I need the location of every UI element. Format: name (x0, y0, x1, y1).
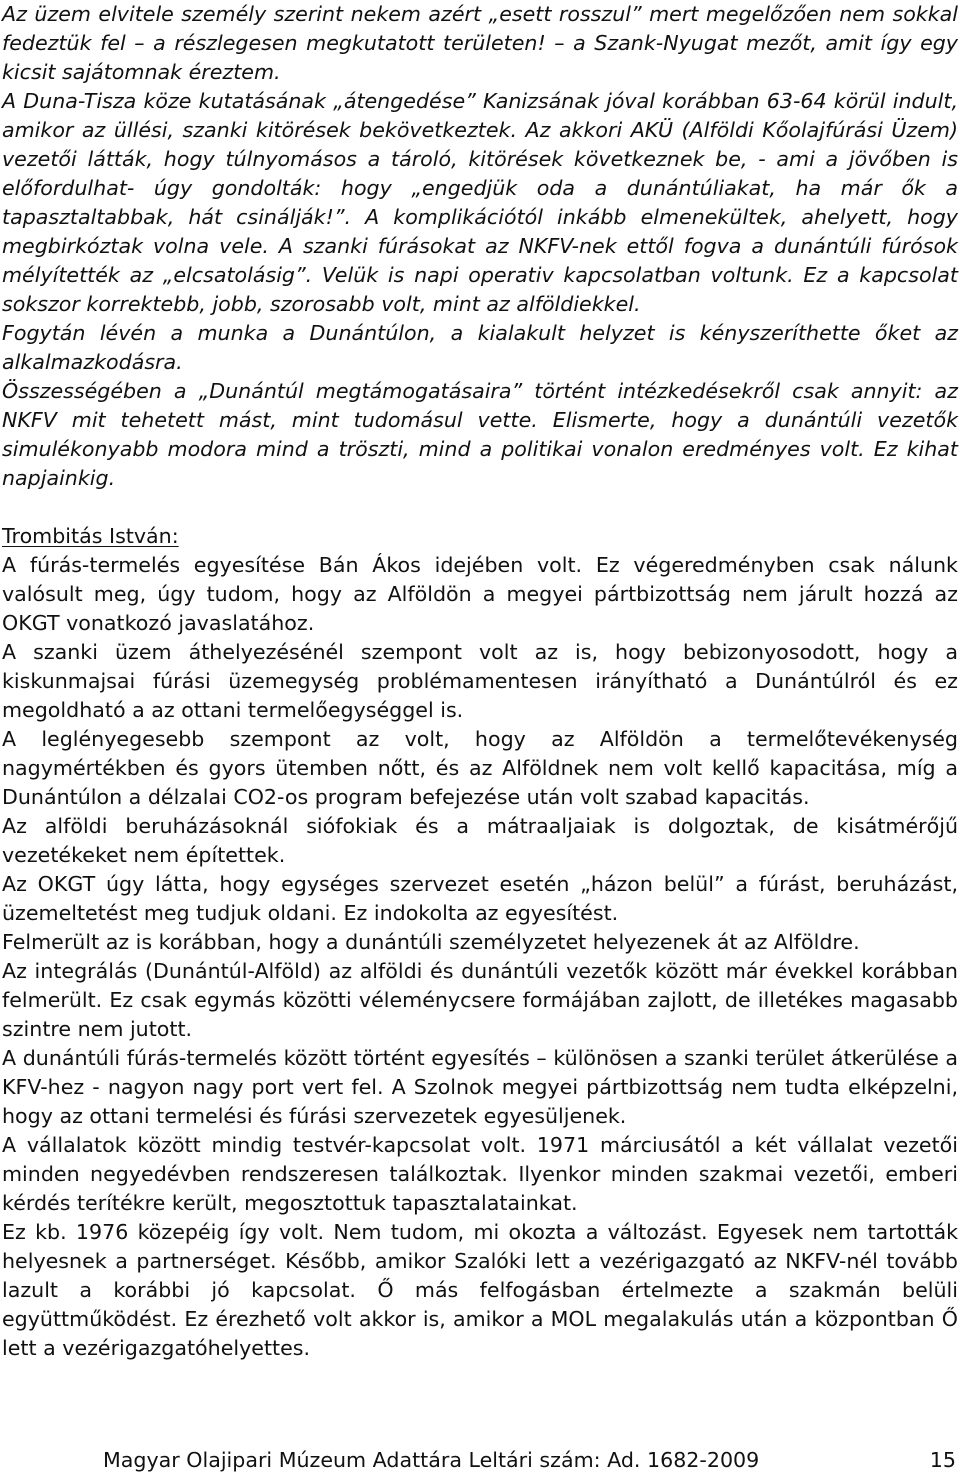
footer-archive-reference: Magyar Olajipari Múzeum Adattára Leltári szám: Ad. 1682-2009 (103, 1448, 760, 1472)
paragraph (2, 551, 958, 638)
text-segment: Ez kb. 1976 közepéig így volt. Nem tudom, mi okozta a változást. Egyesek nem tartották helyesnek a partnerséget. Később, amikor Szalóki lett a vezérigazgató az NKFV-nél tovább lazult a korábbi jó kapcsolat. Ő más felfogásban értelmezte a szakmán belüli együttműködést. Ez érezhető volt akkor is, amikor a MOL megalakulás után a központban Ő lett a vezérigazgatóhelyettes. (2, 1220, 958, 1360)
paragraph (2, 522, 958, 551)
document-body (2, 0, 958, 1363)
text-segment: A Duna-Tisza köze kutatásának „átengedése” Kanizsának jóval korábban 63-64 körül indult, amikor az üllési, szanki kitörések bekövetkeztek. (2, 89, 958, 142)
paragraph (2, 957, 958, 1044)
text-segment: Fogytán lévén a munka a Dunántúlon, a kialakult helyzet is kényszeríthette őket az alkalmazkodásra. (2, 321, 958, 374)
page-footer (0, 1445, 960, 1475)
paragraph (2, 87, 958, 319)
paragraph (2, 870, 958, 928)
paragraph (2, 638, 958, 725)
paragraph (2, 928, 958, 957)
paragraph (2, 319, 958, 377)
text-segment: Az alföldi beruházásoknál siófokiak és a mátraaljaiak is dolgoztak, de kisátmérőjű vezetékeket nem építettek. (2, 814, 958, 867)
text-segment: Az akkori AKÜ (Alföldi Kőolajfúrási Üzem) vezetői látták, hogy túlnyomásos a tároló, kitörések következnek be, - ami a jövőben is előfordulhat- úgy gondolták: hogy „engedjük oda a dunántúliakat, ha már ők a tapasztaltabbak, hát csinálják!”. A komplikációtól inkább elmenekültek, ahelyett, hogy megbirkóztak volna vele. A szanki fúrásokat az NKFV-nek ettől fogva a dunántúli fúrósok mélyítették az „elcsatolásig”. Velük is napi operativ kapcsolatban voltunk. Ez a kapcsolat sokszor korrektebb, jobb, szorosabb volt, mint az alföldiekkel. (2, 118, 959, 316)
text-segment: Az integrálás (Dunántúl-Alföld) az alföldi és dunántúli vezetők között már évekkel korábban felmerült. Ez csak egymás közötti véleménycsere formájában zajlott, de illetékes magasabb szintre nem jutott. (2, 959, 958, 1041)
paragraph (2, 1044, 958, 1131)
paragraph (2, 0, 958, 87)
text-segment: Összességében a „Dunántúl megtámogatásaira” történt intézkedésekről csak annyit: az NKFV mit tehetett mást, mint tudomásul vette. Elismerte, hogy a dunántúli vezetők simulékonyabb modora mind a tröszti, mind a politikai vonalon eredményes volt. Ez kihat napjainkig. (2, 379, 958, 490)
text-segment: Az OKGT úgy látta, hogy egységes szervezet esetén „házon belül” a fúrást, beruházást, üzemeltetést meg tudjuk oldani. Ez indokolta az egyesítést. (2, 872, 958, 925)
text-segment: A dunántúli fúrás-termelés között történt egyesítés – különösen a szanki terület átkerülése a KFV-hez - nagyon nagy port vert fel. A Szolnok megyei pártbizottság nem tudta elképzelni, hogy az ottani termelési és fúrási szervezetek egyesüljenek. (2, 1046, 958, 1128)
paragraph (2, 1218, 958, 1363)
text-segment: A leglényegesebb szempont az volt, hogy az Alföldön a termelőtevékenység nagymértékben és gyors ütemben nőtt, és az Alföldnek nem volt kellő kapacitása, míg a Dunántúlon a délzalai CO2-os program befejezése után volt szabad kapacitás. (2, 727, 958, 809)
paragraph (2, 725, 958, 812)
speaker-name: Trombitás István: (2, 524, 179, 548)
paragraph-spacer (2, 493, 958, 522)
paragraph (2, 812, 958, 870)
text-segment (517, 118, 526, 142)
text-segment: A vállalatok között mindig testvér-kapcsolat volt. 1971 márciusától a két vállalat vezetői minden negyedévben rendszeresen találkoztak. Ilyenkor minden szakmai vezetői, emberi kérdés terítékre került, megosztottuk tapasztalatainkat. (2, 1133, 958, 1215)
page-number: 15 (929, 1448, 956, 1472)
paragraph (2, 1131, 958, 1218)
text-segment: Az üzem elvitele személy szerint nekem azért „esett rosszul” mert megelőzően nem sokkal fedeztük fel – a részlegesen megkutatott területen! – a Szank-Nyugat mezőt, amit így egy kicsit sajátomnak éreztem. (2, 2, 958, 84)
text-segment: A fúrás-termelés egyesítése Bán Ákos idejében volt. Ez végeredményben csak nálunk valósult meg, úgy tudom, hogy az Alföldön a megyei pártbizottság nem járult hozzá az OKGT vonatkozó javaslatához. (2, 553, 958, 635)
text-segment: A szanki üzem áthelyezésénél szempont volt az is, hogy bebizonyosodott, hogy a kiskunmajsai fúrási üzemegység problémamentesen irányítható a Dunántúlról és ez megoldható a az ottani termelőegységgel is. (2, 640, 958, 722)
text-segment: Felmerült az is korábban, hogy a dunántúli személyzetet helyezenek át az Alföldre. (2, 930, 860, 954)
paragraph (2, 377, 958, 493)
